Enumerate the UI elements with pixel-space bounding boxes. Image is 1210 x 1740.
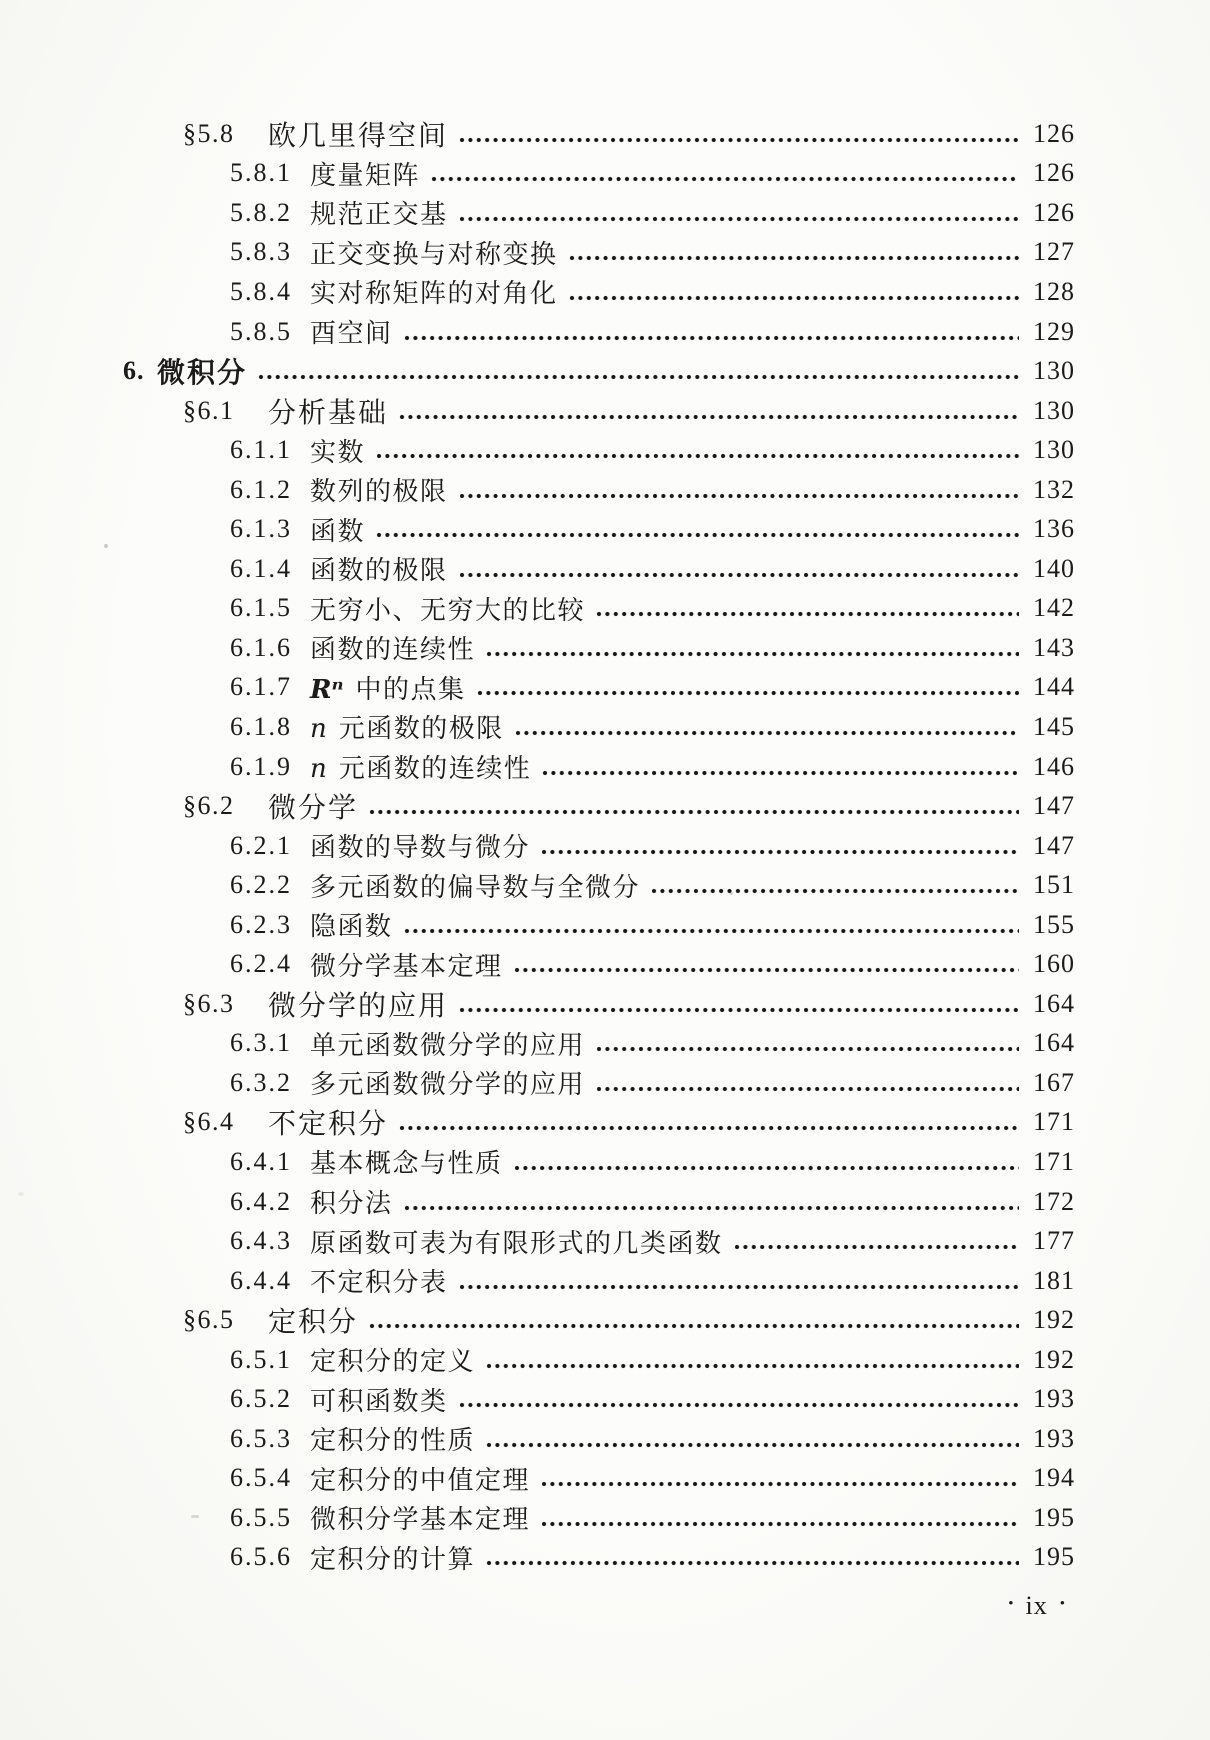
toc-entry-page: 193 (1033, 1384, 1075, 1414)
toc-entry-page: 193 (1033, 1423, 1075, 1453)
dot-leader (595, 609, 1019, 619)
toc-entry-title: 定积分的计算 (310, 1544, 476, 1574)
dot-leader (257, 372, 1019, 382)
toc-entry-number: 6.4.4 (230, 1265, 292, 1295)
toc-entry-number: 6.1.1 (230, 435, 292, 465)
toc-entry-title: 原函数可表为有限形式的几类函数 (310, 1228, 723, 1258)
toc-entry-number: 6.4.1 (230, 1146, 292, 1176)
toc-entry-title: 微积分 (157, 358, 248, 390)
dot-leader (458, 135, 1019, 145)
dot-leader (485, 1558, 1019, 1568)
toc-entry-page: 126 (1033, 118, 1075, 148)
toc-entry-number: 5.8.4 (230, 276, 292, 306)
toc-entry-title: 欧几里得空间 (268, 120, 449, 152)
dot-leader (458, 1282, 1019, 1292)
toc-entry (0, 1459, 1210, 1499)
toc-entry-page: 147 (1033, 830, 1075, 860)
dot-leader (485, 649, 1019, 659)
dot-leader (595, 1084, 1019, 1094)
toc-entry-page: 130 (1033, 356, 1075, 386)
toc-entry-title: Rⁿ 中的点集 (310, 674, 466, 705)
toc-entry-page: 136 (1033, 514, 1075, 544)
toc-entry (0, 786, 1210, 826)
toc-entry-number: §6.2 (183, 791, 235, 821)
toc-entry-number: 5.8.2 (230, 197, 292, 227)
scan-speck (104, 544, 108, 548)
toc-entry (0, 549, 1210, 589)
toc-entry-page: 192 (1033, 1344, 1075, 1374)
toc-entry (0, 1261, 1210, 1301)
toc-entry-page: 130 (1033, 435, 1075, 465)
dot-leader (513, 1163, 1019, 1173)
toc-entry-number: 5.8.5 (230, 316, 292, 346)
footer-left-dot: • (1008, 1595, 1014, 1612)
toc-entry-title: n 元函数的极限 (310, 714, 504, 745)
toc-entry-number: 6.5.1 (230, 1344, 292, 1374)
toc-entry-title: 正交变换与对称变换 (310, 239, 558, 269)
toc-entry-title: 函数的导数与微分 (310, 833, 531, 863)
dot-leader (485, 1361, 1019, 1371)
toc-entry-page: 142 (1033, 593, 1075, 623)
toc-entry-number: 6.2.1 (230, 830, 292, 860)
toc-entry-number: 6.5.2 (230, 1384, 292, 1414)
toc-entry (0, 1182, 1210, 1222)
toc-entry (0, 1538, 1210, 1578)
toc-entry-title: 定积分的性质 (310, 1426, 476, 1456)
toc-entry-title: 微分学 (268, 793, 359, 825)
toc-entry-title: 微分学基本定理 (310, 951, 503, 981)
scan-speck (730, 892, 733, 895)
toc-entry-page: 171 (1033, 1107, 1075, 1137)
toc-entry (0, 233, 1210, 273)
toc-entry-page: 155 (1033, 909, 1075, 939)
toc-entry-page: 160 (1033, 949, 1075, 979)
toc-entry (0, 668, 1210, 708)
toc-entry-number: 6. (123, 356, 145, 386)
toc-entry-title: 定积分 (268, 1307, 359, 1339)
toc-entry-title: 微积分学基本定理 (310, 1505, 531, 1535)
toc-entry-number: 6.1.9 (230, 751, 292, 781)
toc-entry-number: 6.3.1 (230, 1028, 292, 1058)
toc-entry-page: 172 (1033, 1186, 1075, 1216)
toc-entry-title: 定积分的中值定理 (310, 1465, 531, 1495)
dot-leader (398, 412, 1019, 422)
toc-entry-page: 195 (1033, 1542, 1075, 1572)
toc-entry-number: §6.1 (183, 395, 235, 425)
toc-entry-title: 实数 (310, 437, 366, 467)
toc-entry (0, 509, 1210, 549)
footer-roman-numeral: ix (1025, 1591, 1048, 1620)
dot-leader (398, 1123, 1019, 1133)
toc-entry-page: 143 (1033, 632, 1075, 662)
toc-entry (0, 707, 1210, 747)
toc-entry-page: 130 (1033, 395, 1075, 425)
toc-entry-page: 128 (1033, 276, 1075, 306)
toc-entry-page: 164 (1033, 988, 1075, 1018)
dot-leader (514, 728, 1019, 738)
toc-entry-number: 6.3.2 (230, 1067, 292, 1097)
toc-entry-page: 140 (1033, 553, 1075, 583)
dot-leader (540, 1479, 1019, 1489)
toc-entry-number: §6.5 (183, 1305, 235, 1335)
dot-leader (403, 333, 1019, 343)
toc-entry-page: 177 (1033, 1226, 1075, 1256)
dot-leader (375, 451, 1019, 461)
dot-leader (458, 1400, 1019, 1410)
toc-entry (0, 272, 1210, 312)
dot-leader (513, 965, 1019, 975)
toc-entry-title: 基本概念与性质 (310, 1149, 503, 1179)
dot-leader (568, 253, 1019, 263)
toc-entry-title: 数列的极限 (310, 477, 448, 507)
dot-leader (403, 926, 1019, 936)
scan-speck (191, 1515, 199, 1518)
toc-entry-page: 147 (1033, 791, 1075, 821)
toc-entry (0, 430, 1210, 470)
toc-entry-number: 6.2.4 (230, 949, 292, 979)
toc-entry-title: 多元函数的偏导数与全微分 (310, 872, 641, 902)
toc-entry-page: 151 (1033, 870, 1075, 900)
toc-entry (0, 114, 1210, 154)
dot-leader (485, 1440, 1019, 1450)
toc-entry-title: 不定积分表 (310, 1268, 448, 1298)
toc-entry-title: 实对称矩阵的对角化 (310, 279, 558, 309)
toc-entry (0, 154, 1210, 194)
toc-entry-title: n 元函数的连续性 (310, 754, 532, 785)
toc-entry-title: 微分学的应用 (268, 990, 449, 1022)
toc-entry (0, 470, 1210, 510)
toc-entry (0, 1340, 1210, 1380)
toc-entry-number: 6.1.8 (230, 711, 292, 741)
toc-entry (0, 351, 1210, 391)
toc-entry-page: 181 (1033, 1265, 1075, 1295)
toc-entry-title: 单元函数微分学的应用 (310, 1030, 586, 1060)
toc-entry-number: 5.8.3 (230, 237, 292, 267)
toc-entry (0, 1103, 1210, 1143)
toc-entry-page: 126 (1033, 197, 1075, 227)
toc-entry (0, 1142, 1210, 1182)
toc-entry-number: §6.4 (183, 1107, 235, 1137)
toc-entry-page: 132 (1033, 474, 1075, 504)
toc-entry (0, 1380, 1210, 1420)
toc-entry (0, 1221, 1210, 1261)
dot-leader (540, 847, 1019, 857)
toc-entry (0, 589, 1210, 629)
toc-entry-number: 6.5.5 (230, 1502, 292, 1532)
dot-leader (541, 768, 1019, 778)
dot-leader (568, 293, 1019, 303)
toc-entry-number: 6.4.2 (230, 1186, 292, 1216)
toc-entry-page: 146 (1033, 751, 1075, 781)
scan-speck (18, 1192, 24, 1196)
toc-entry (0, 1063, 1210, 1103)
toc-entry-title: 度量矩阵 (310, 160, 421, 190)
toc-entry-number: 6.1.3 (230, 514, 292, 544)
toc-entry-page: 194 (1033, 1463, 1075, 1493)
toc-entry (0, 944, 1210, 984)
toc-entry-number: 6.5.3 (230, 1423, 292, 1453)
toc-entry-title: 酉空间 (310, 319, 393, 348)
toc-entry-title: 无穷小、无穷大的比较 (310, 595, 586, 625)
toc-entry-title: 可积函数类 (310, 1386, 448, 1416)
toc-entry (0, 1419, 1210, 1459)
toc-entry-number: 5.8.1 (230, 158, 292, 188)
toc-entry (0, 984, 1210, 1024)
toc-entry (0, 312, 1210, 352)
toc-entry-title: 隐函数 (310, 912, 393, 942)
toc-entry-title: 积分法 (310, 1189, 393, 1219)
dot-leader (476, 688, 1019, 698)
dot-leader (458, 214, 1019, 224)
dot-leader (458, 570, 1019, 580)
toc-entry-number: 6.2.3 (230, 909, 292, 939)
dot-leader (375, 530, 1019, 540)
page-number-footer (1008, 1591, 1065, 1621)
toc-entry-number: §5.8 (183, 118, 235, 148)
toc-entry-number: 6.2.2 (230, 870, 292, 900)
toc-entry-title: 函数的极限 (310, 556, 448, 586)
dot-leader (458, 491, 1019, 501)
toc-entry (0, 391, 1210, 431)
toc-entry (0, 905, 1210, 945)
toc-entry-page: 127 (1033, 237, 1075, 267)
toc-entry-title: 规范正交基 (310, 200, 448, 230)
toc-entry (0, 826, 1210, 866)
toc-entry-page: 192 (1033, 1305, 1075, 1335)
footer-right-dot: • (1059, 1595, 1065, 1612)
toc-entry-number: 6.1.6 (230, 632, 292, 662)
toc-entry-title: 分析基础 (268, 397, 389, 429)
dot-leader (368, 1321, 1019, 1331)
dot-leader (368, 807, 1019, 817)
toc-entry-page: 144 (1033, 672, 1075, 702)
toc-entry-title: 多元函数微分学的应用 (310, 1070, 586, 1100)
toc-entry-number: 6.1.4 (230, 553, 292, 583)
toc-entry-title: 函数 (310, 516, 366, 546)
dot-leader (595, 1044, 1019, 1054)
dot-leader (430, 174, 1019, 184)
toc-entry (0, 1300, 1210, 1340)
toc-entry-number: 6.1.2 (230, 474, 292, 504)
toc-entry-page: 145 (1033, 711, 1075, 741)
dot-leader (458, 1005, 1019, 1015)
toc-entry (0, 747, 1210, 787)
toc-entry (0, 628, 1210, 668)
toc-entry (0, 1498, 1210, 1538)
dot-leader (540, 1519, 1019, 1529)
toc-entry-page: 195 (1033, 1502, 1075, 1532)
toc-entry-number: 6.5.4 (230, 1463, 292, 1493)
dot-leader (403, 1203, 1019, 1213)
dot-leader (650, 886, 1019, 896)
toc-entry (0, 1024, 1210, 1064)
toc-entry-page: 129 (1033, 316, 1075, 346)
toc-entry-title: 函数的连续性 (310, 635, 476, 665)
toc-entry-number: 6.5.6 (230, 1542, 292, 1572)
dot-leader (733, 1242, 1019, 1252)
toc-entry-title: 定积分的定义 (310, 1347, 476, 1377)
toc-entry-page: 171 (1033, 1146, 1075, 1176)
toc-entry (0, 865, 1210, 905)
toc-entry-number: §6.3 (183, 988, 235, 1018)
toc-entry-title: 不定积分 (268, 1109, 389, 1141)
toc-entry (0, 193, 1210, 233)
toc-entry-number: 6.1.5 (230, 593, 292, 623)
toc-entry-page: 164 (1033, 1028, 1075, 1058)
table-of-contents (0, 114, 1210, 1577)
toc-entry-number: 6.4.3 (230, 1226, 292, 1256)
toc-entry-page: 167 (1033, 1067, 1075, 1097)
toc-entry-number: 6.1.7 (230, 672, 292, 702)
toc-entry-page: 126 (1033, 158, 1075, 188)
